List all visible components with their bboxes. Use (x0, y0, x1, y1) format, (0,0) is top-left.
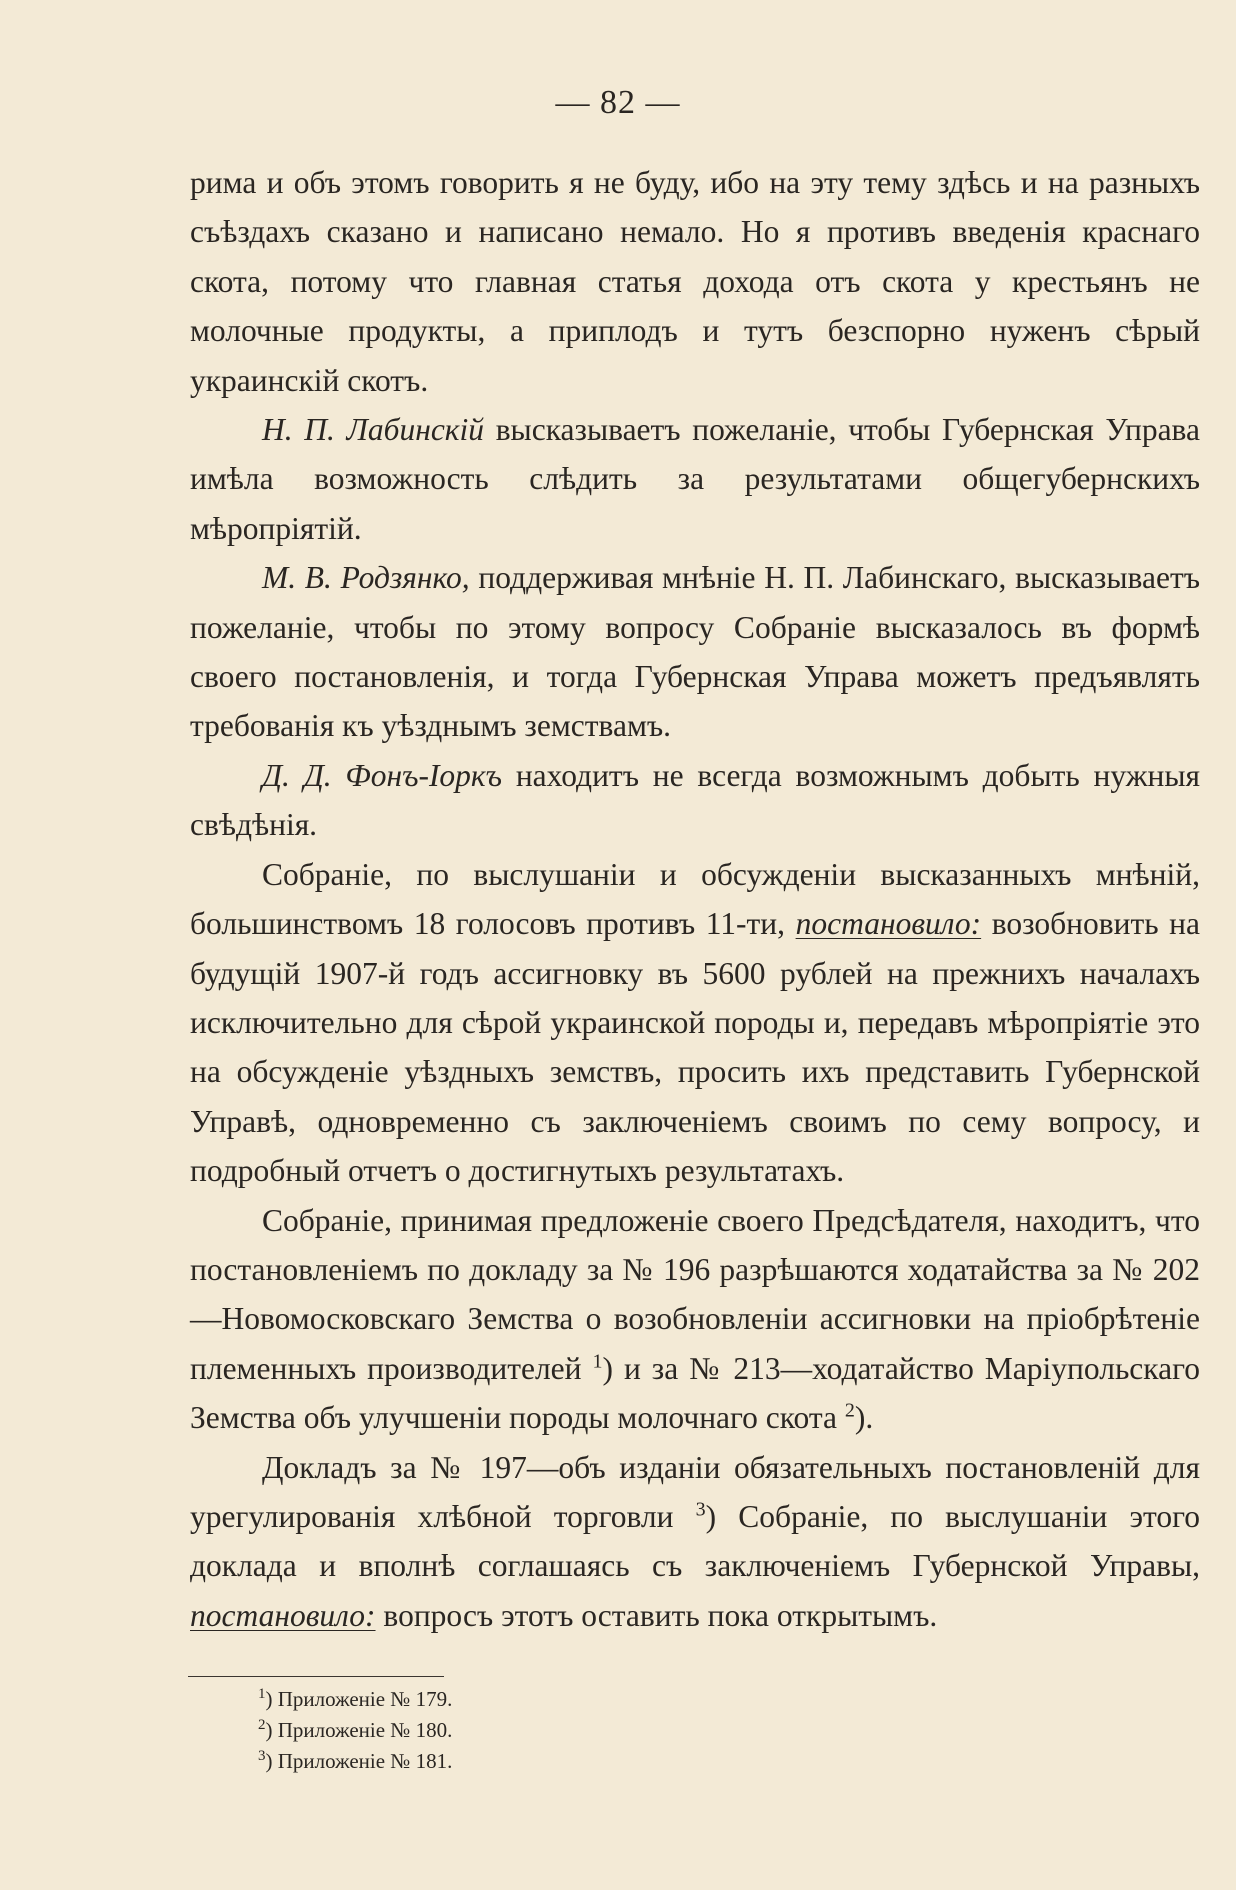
footnote-text: Приложеніе № 180. (277, 1718, 453, 1742)
paragraph-1 (190, 158, 1200, 405)
paragraph-6-text-a: Собраніе, принимая предложеніе своего Предсѣдателя, находитъ, что постановленіемъ по докладу за № 196 разрѣшаются ходатайства за № 202—Новомосковскаго Земства о возобновленіи ассигновки на пріобрѣтеніе племенныхъ производителей (190, 1202, 1200, 1386)
paragraph-4 (190, 751, 1200, 850)
footnote-mark: 1 (258, 1686, 266, 1702)
paragraph-6: Собраніе, принимая предложеніе своего Предсѣдателя, находитъ, что постановленіемъ по докладу за № 196 разрѣшаются ходатайства за № 202—Новомосковскаго Земства о возобновленіи ассигновки на пріобрѣтеніе племенныхъ производителей $^1$) и за № 213—ходатайство Маріупольскаго Земства объ улучшеніи породы молочнаго скота $^2$). (190, 1202, 1200, 1436)
footnote-3: $^3$) Приложеніе № 181. (258, 1748, 453, 1773)
footnote-1: $^1$) Приложеніе № 179. (258, 1686, 453, 1711)
paragraph-3 (190, 553, 1200, 751)
footnote-2: $^2$) Приложеніе № 180. (258, 1717, 453, 1742)
paragraph-5-text-a: Собраніе, по выслушаніи и обсужденіи высказанныхъ мнѣній, большинствомъ 18 голосовъ противъ 11-ти, (190, 856, 1200, 942)
paragraph-7-text-b: Собраніе, по выслушаніи этого доклада и вполнѣ соглашаясь съ заключеніемъ Губернской Управы, (190, 1498, 1200, 1584)
paragraph-3-text: поддерживая мнѣніе Н. П. Лабинскаго, высказываетъ пожеланіе, чтобы по этому вопросу Собраніе высказалось въ формѣ своего постановленія, и тогда Губернская Управа можетъ предъявлять требованія къ уѣзднымъ земствамъ. (190, 560, 1201, 744)
paragraph-7: Докладъ за № 197—объ изданіи обязательныхъ постановленій для урегулированія хлѣбной торговли $^3$) Собраніе, по выслушаніи этого доклада и вполнѣ соглашаясь съ заключеніемъ Губернской Управы, постановило: вопросъ этотъ оставить пока открытымъ. (190, 1449, 1200, 1633)
footnote-divider (188, 1676, 444, 1677)
footnote-ref-1[interactable]: 1 (592, 1350, 603, 1373)
resolution-word: постановило: (795, 906, 982, 942)
body-text (190, 158, 1200, 1640)
footnote-ref-3[interactable]: 3 (695, 1498, 706, 1521)
paragraph-2-text: высказываетъ пожеланіе, чтобы Губернская Управа имѣла возможность слѣдить за результатами общегубернскихъ мѣропріятій. (190, 412, 1200, 546)
paragraph-5-text-b: возобновить на будущій 1907-й годъ ассигновку въ 5600 рублей на прежнихъ началахъ исключительно для сѣрой украинской породы и, передавъ мѣропріятіе это на обсужденіе уѣздныхъ земствъ, просить ихъ представить Губернской Управѣ, одновременно съ заключеніемъ своимъ по сему вопросу, и подробный отчетъ о достигнутыхъ результатахъ. (190, 906, 1200, 1189)
resolution-word: постановило: (190, 1597, 376, 1633)
paragraph-5 (190, 850, 1200, 1196)
paragraph-2 (190, 405, 1200, 553)
footnote-mark: 2 (258, 1717, 266, 1733)
speaker-name: Н. П. Лабинскій (262, 412, 485, 448)
speaker-name: Д. Д. Фонъ-Іоркъ (262, 757, 503, 793)
paragraph-6-text-b: и за № 213—ходатайство Маріупольскаго Земства объ улучшеніи породы молочнаго скота (190, 1350, 1200, 1436)
page-number: — 82 — (555, 84, 681, 121)
paragraph-7-text-a: Докладъ за № 197—объ изданіи обязательныхъ постановленій для урегулированія хлѣбной торговли (190, 1449, 1200, 1534)
footnote-mark: 3 (258, 1748, 266, 1764)
paragraph-6-text-c: ). (854, 1400, 874, 1436)
footnote-text: Приложеніе № 181. (277, 1749, 453, 1773)
paragraph-7-text-c: вопросъ этотъ оставить пока открытымъ. (383, 1597, 938, 1633)
paragraph-1-text: рима и объ этомъ говорить я не буду, ибо на эту тему здѣсь и на разныхъ съѣздахъ сказано и написано немало. Но я противъ введенія краснаго скота, потому что главная статья дохода отъ скота у крестьянъ не молочные продукты, а приплодъ и тутъ безспорно нуженъ сѣрый украинскій скотъ. (190, 165, 1200, 398)
footnotes (258, 1684, 452, 1777)
footnote-ref-2[interactable]: 2 (844, 1399, 855, 1422)
paragraph-4-text: находитъ не всегда возможнымъ добыть нужныя свѣдѣнія. (190, 757, 1200, 843)
footnote-text: Приложеніе № 179. (277, 1687, 453, 1711)
speaker-name: М. В. Родзянко, (262, 560, 470, 596)
